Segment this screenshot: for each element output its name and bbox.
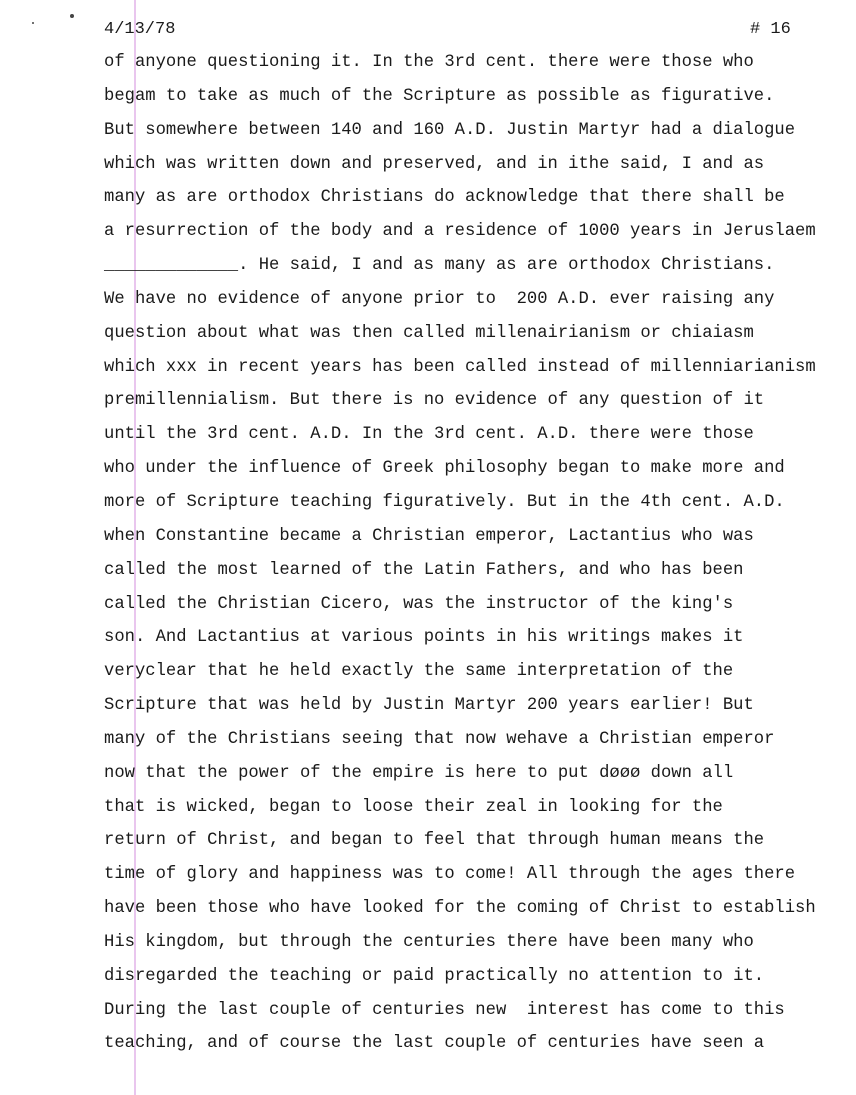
text-line: Scripture that was held by Justin Martyr 200 years earlier! But — [104, 696, 754, 716]
text-line: which xxx in recent years has been called instead of millenniarianism — [104, 357, 816, 377]
text-line: called the Christian Cicero, was the instructor of the king's — [104, 594, 734, 614]
document-body — [104, 46, 816, 1061]
speck — [32, 22, 34, 24]
text-line: until the 3rd cent. A.D. In the 3rd cent. A.D. there were those — [104, 425, 754, 445]
text-line: many as are orthodox Christians do acknowledge that there shall be — [104, 188, 785, 208]
text-line: begam to take as much of the Scripture as possible as figurative. — [104, 86, 775, 106]
text-line: called the most learned of the Latin Fathers, and who has been — [104, 560, 744, 580]
text-line: veryclear that he held exactly the same interpretation of the — [104, 662, 734, 682]
text-line: a resurrection of the body and a residence of 1000 years in Jeruslaem — [104, 222, 816, 242]
text-line: who under the influence of Greek philosophy began to make more and — [104, 459, 785, 479]
text-line: His kingdom, but through the centuries there have been many who — [104, 932, 754, 952]
text-line: During the last couple of centuries new interest has come to this — [104, 1000, 785, 1020]
text-line: that is wicked, began to loose their zeal in looking for the — [104, 797, 723, 817]
text-line: son. And Lactantius at various points in his writings makes it — [104, 628, 744, 648]
document-date: 4/13/78 — [104, 20, 176, 39]
speck — [70, 14, 74, 18]
text-line: time of glory and happiness was to come! All through the ages there — [104, 865, 796, 885]
text-line: question about what was then called millenairianism or chiaiasm — [104, 323, 754, 343]
text-line: premillennialism. But there is no evidence of any question of it — [104, 391, 765, 411]
text-line: of anyone questioning it. In the 3rd cent. there were those who — [104, 53, 754, 72]
text-line: We have no evidence of anyone prior to 200 A.D. ever raising any — [104, 289, 775, 309]
page-number: # 16 — [750, 20, 791, 39]
text-line: teaching, and of course the last couple of centuries have seen a — [104, 1034, 765, 1054]
text-line: which was written down and preserved, and in ithe said, I and as — [104, 154, 765, 174]
text-line: now that the power of the empire is here to put døøø down all — [104, 763, 734, 783]
text-line: have been those who have looked for the coming of Christ to establish — [104, 899, 816, 919]
text-line: disregarded the teaching or paid practically no attention to it. — [104, 966, 765, 986]
text-line: more of Scripture teaching figuratively. But in the 4th cent. A.D. — [104, 492, 785, 512]
text-line: But somewhere between 140 and 160 A.D. Justin Martyr had a dialogue — [104, 120, 796, 140]
text-line: many of the Christians seeing that now wehave a Christian emperor — [104, 729, 775, 749]
text-line: when Constantine became a Christian emperor, Lactantius who was — [104, 526, 754, 546]
text-line: return of Christ, and began to feel that through human means the — [104, 831, 765, 851]
text-line: _____________. He said, I and as many as are orthodox Christians. — [104, 256, 775, 276]
